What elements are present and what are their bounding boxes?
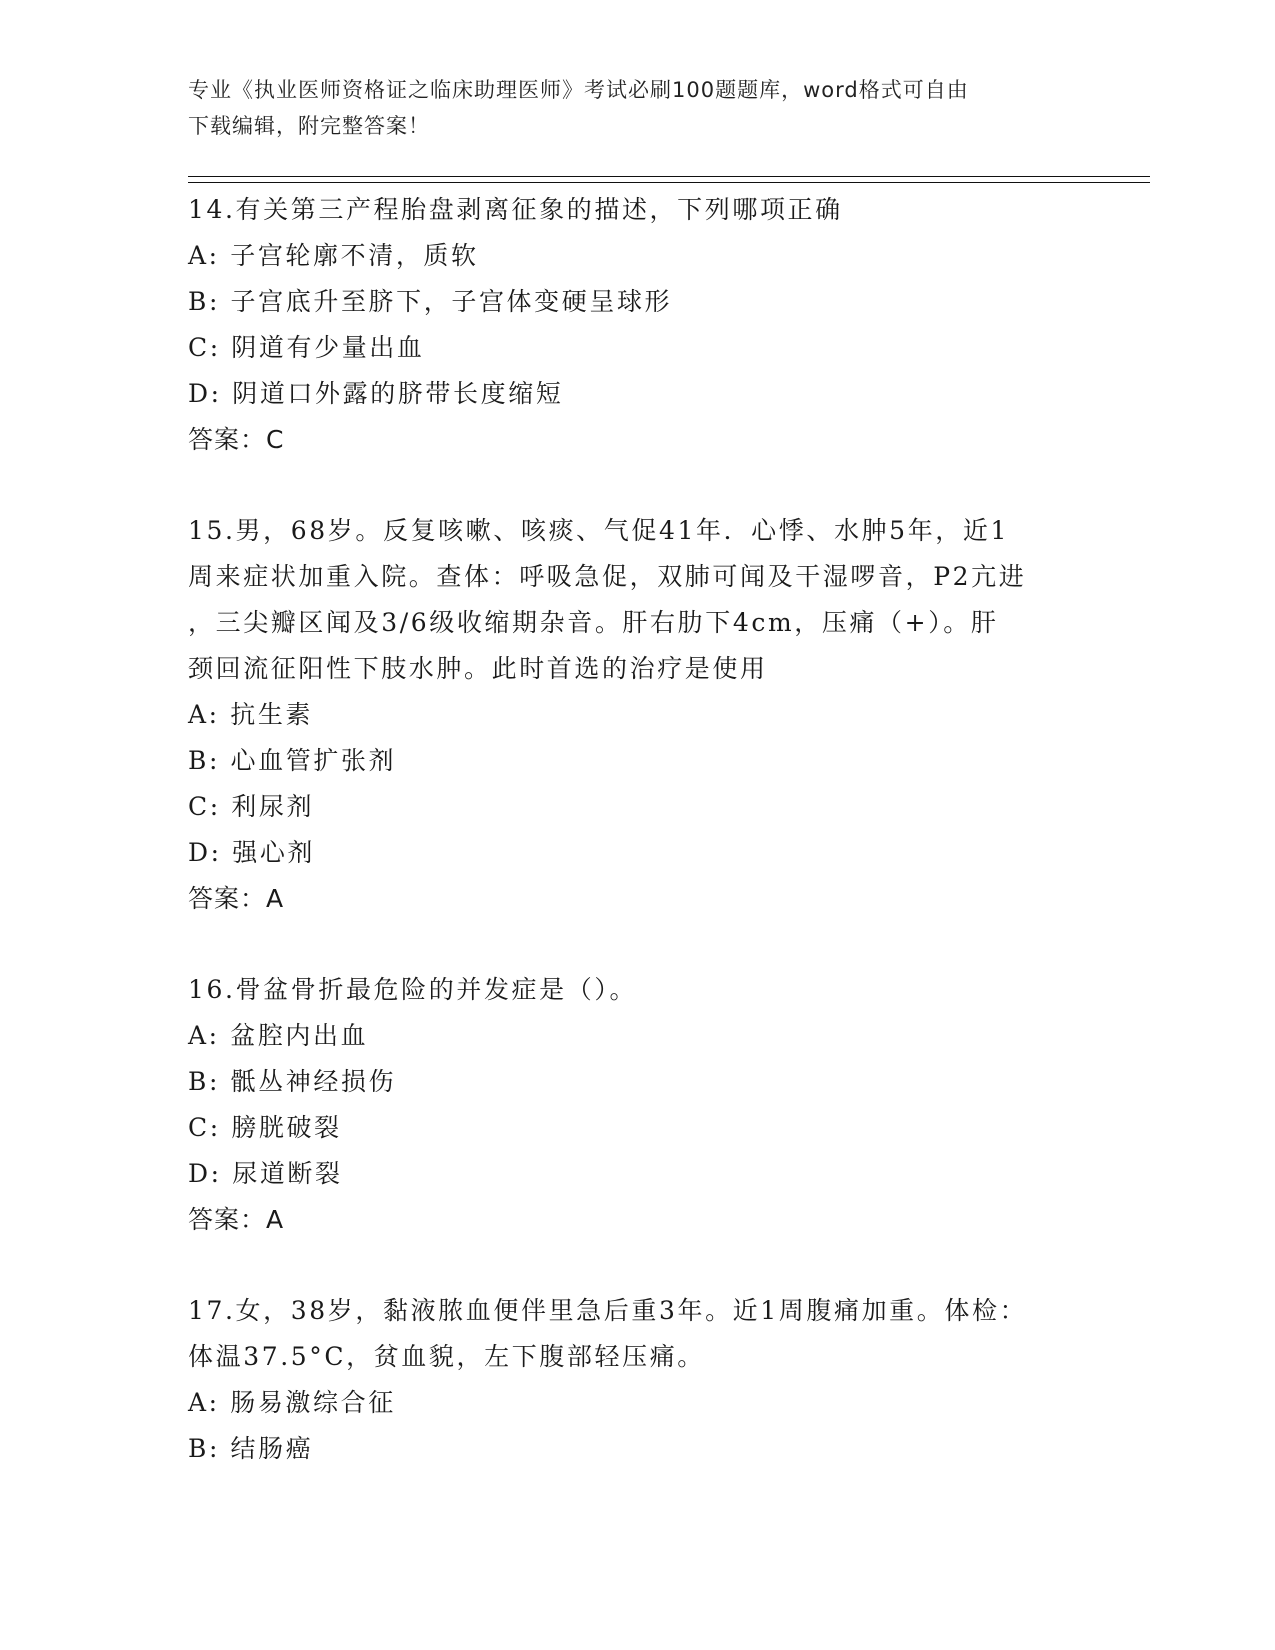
option-c: C: 阴道有少量出血 — [188, 333, 425, 362]
question-text: 周来症状加重入院。查体：呼吸急促，双肺可闻及干湿啰音，P2亢进 — [188, 562, 1027, 591]
option-b: B: 骶丛神经损伤 — [188, 1067, 397, 1096]
option-d: D: 强心剂 — [188, 838, 316, 867]
header-line-2: 下载编辑，附完整答案！ — [188, 114, 430, 138]
option-b: B: 结肠癌 — [188, 1434, 314, 1463]
question-text: 17.女，38岁，黏液脓血便伴里急后重3年。近1周腹痛加重。体检： — [188, 1296, 1028, 1325]
option-a: A: 肠易激综合征 — [188, 1388, 396, 1417]
question-text: 15.男，68岁。反复咳嗽、咳痰、气促41年．心悸、水肿5年，近1 — [188, 516, 1009, 545]
question-text: 14.有关第三产程胎盘剥离征象的描述，下列哪项正确 — [188, 195, 843, 224]
option-b: B: 子宫底升至脐下，子宫体变硬呈球形 — [188, 287, 673, 316]
option-c: C: 膀胱破裂 — [188, 1113, 342, 1142]
option-c: C: 利尿剂 — [188, 792, 315, 821]
question-16 — [188, 967, 1068, 1243]
option-a: A: 子宫轮廓不清，质软 — [188, 241, 479, 270]
option-d: D: 尿道断裂 — [188, 1159, 343, 1188]
question-17 — [188, 1288, 1068, 1472]
answer: 答案：A — [188, 1205, 285, 1234]
question-text: 颈回流征阳性下肢水肿。此时首选的治疗是使用 — [188, 654, 768, 683]
question-text: 体温37.5°C，贫血貌，左下腹部轻压痛。 — [188, 1342, 705, 1371]
document-header — [188, 72, 1068, 144]
option-a: A: 盆腔内出血 — [188, 1021, 369, 1050]
question-text: 16.骨盆骨折最危险的并发症是（）。 — [188, 975, 638, 1004]
option-d: D: 阴道口外露的脐带长度缩短 — [188, 379, 564, 408]
header-line-1: 专业《执业医师资格证之临床助理医师》考试必刷100题题库，word格式可自由 — [188, 78, 969, 102]
question-14 — [188, 187, 1068, 463]
question-list — [188, 187, 1068, 1472]
header-divider-top — [188, 176, 1150, 177]
answer: 答案：C — [188, 425, 285, 454]
option-a: A: 抗生素 — [188, 700, 314, 729]
option-b: B: 心血管扩张剂 — [188, 746, 397, 775]
answer: 答案：A — [188, 884, 285, 913]
header-divider-bottom — [188, 182, 1150, 183]
question-text: ，三尖瓣区闻及3/6级收缩期杂音。肝右肋下4cm，压痛（+）。肝 — [188, 608, 999, 637]
question-15 — [188, 508, 1068, 922]
